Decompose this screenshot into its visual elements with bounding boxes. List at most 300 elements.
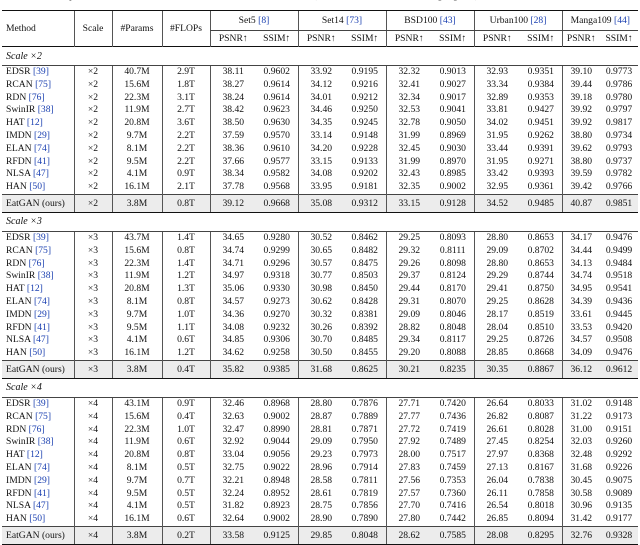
header-scale: Scale	[74, 11, 112, 47]
method-ref: [12]	[26, 117, 43, 129]
psnr-cell: 27.92	[386, 436, 432, 449]
psnr-cell: 27.97	[474, 449, 520, 462]
psnr-cell: 31.68	[562, 462, 600, 475]
ssim-cell: 0.9273	[263, 295, 290, 307]
flops-cell: 0.8T	[162, 449, 210, 462]
header-psnr: PSNR↑	[298, 31, 344, 47]
psnr-cell: 33.81	[474, 104, 520, 117]
flops-cell: 0.9T	[162, 397, 210, 410]
ssim-cell: 0.9030	[439, 142, 466, 154]
ssim-cell: 0.9508	[605, 334, 633, 346]
params-cell: 9.5M	[112, 322, 162, 335]
psnr-cell: 30.98	[298, 283, 344, 296]
scale-cell: ×3	[74, 347, 112, 360]
method-name	[2, 79, 74, 92]
psnr-cell: 29.37	[386, 270, 432, 283]
ours-row	[2, 360, 638, 378]
scale-cell: ×4	[74, 424, 112, 437]
ssim-cell: 0.9328	[600, 526, 638, 544]
ssim-cell: 0.8167	[527, 461, 554, 473]
psnr-cell: 35.06	[210, 283, 256, 296]
flops-cell: 0.5T	[162, 500, 210, 513]
ssim-cell: 0.9292	[605, 449, 633, 461]
psnr-cell: 28.04	[474, 322, 520, 335]
ssim-cell: 0.8968	[263, 397, 290, 409]
psnr-cell: 30.65	[298, 245, 344, 258]
psnr-cell: 33.53	[562, 322, 600, 335]
flops-cell: 1.4T	[162, 231, 210, 244]
psnr-cell: 32.89	[474, 92, 520, 105]
psnr-cell: 32.24	[210, 488, 256, 501]
psnr-cell: 38.80	[562, 156, 600, 169]
psnr-cell: 33.34	[474, 79, 520, 92]
ssim-cell: 0.7889	[351, 410, 378, 422]
psnr-cell: 29.34	[386, 334, 432, 347]
psnr-cell: 34.20	[298, 143, 344, 156]
scale-cell: ×4	[74, 488, 112, 501]
params-cell: 22.3M	[112, 258, 162, 271]
scale-cell: ×2	[74, 117, 112, 130]
psnr-cell: 30.45	[562, 475, 600, 488]
ssim-cell: 0.9050	[439, 117, 466, 129]
table-row	[2, 500, 638, 513]
ssim-cell: 0.8018	[527, 500, 554, 512]
header-ssim: SSIM↑	[263, 33, 291, 44]
method-name	[2, 347, 74, 360]
params-cell: 9.7M	[112, 130, 162, 143]
params-cell: 16.1M	[112, 181, 162, 194]
psnr-cell: 27.77	[386, 411, 432, 424]
method-ref: [74]	[33, 461, 50, 473]
psnr-cell: 29.20	[386, 347, 432, 360]
scale-cell: ×4	[74, 411, 112, 424]
psnr-cell: 32.95	[474, 181, 520, 194]
method-name	[2, 245, 74, 258]
params-cell: 20.8M	[112, 449, 162, 462]
method-name	[2, 424, 74, 437]
psnr-cell: 30.58	[562, 488, 600, 501]
psnr-cell: 38.34	[210, 168, 256, 181]
scale-cell: ×3	[74, 283, 112, 296]
psnr-cell: 28.80	[474, 231, 520, 244]
method-label: EDSR	[6, 231, 31, 243]
flops-cell: 0.5T	[162, 488, 210, 501]
psnr-cell: 34.35	[298, 117, 344, 130]
method-ref: [41]	[34, 321, 50, 333]
params-cell: 4.1M	[112, 500, 162, 513]
flops-cell: 3.1T	[162, 92, 210, 105]
psnr-cell: 29.85	[298, 526, 344, 544]
psnr-cell: 28.00	[386, 449, 432, 462]
psnr-cell: 28.62	[386, 526, 432, 544]
ssim-cell: 0.8726	[527, 334, 554, 346]
table-row	[2, 296, 638, 309]
method-name	[2, 231, 74, 244]
method-ref: [39]	[32, 397, 49, 409]
psnr-cell: 27.72	[386, 424, 432, 437]
ssim-cell: 0.8088	[439, 347, 466, 359]
ssim-cell: 0.9044	[263, 436, 290, 448]
method-name	[2, 194, 74, 212]
psnr-cell: 37.78	[210, 181, 256, 194]
method-name	[2, 270, 74, 283]
psnr-cell: 29.25	[474, 334, 520, 347]
psnr-cell: 29.32	[386, 245, 432, 258]
header-dataset-manga109: Manga109 [44]	[562, 11, 638, 31]
ssim-cell: 0.8124	[439, 270, 466, 282]
psnr-cell: 30.35	[474, 360, 520, 378]
psnr-cell: 28.58	[298, 475, 344, 488]
params-cell: 4.1M	[112, 168, 162, 181]
header-dataset-set14: Set14 [73]	[298, 11, 386, 31]
psnr-cell: 28.81	[298, 424, 344, 437]
params-cell: 22.3M	[112, 92, 162, 105]
table-row	[2, 79, 638, 92]
ssim-cell: 0.9195	[351, 66, 378, 77]
params-cell: 3.8M	[112, 526, 162, 544]
ssim-cell: 0.9177	[605, 513, 633, 525]
method-ref: [47]	[32, 500, 49, 512]
psnr-cell: 34.65	[210, 231, 256, 244]
psnr-cell: 31.82	[210, 500, 256, 513]
header-psnr: PSNR↑	[210, 31, 256, 47]
ssim-cell: 0.9385	[256, 360, 298, 378]
psnr-cell: 37.59	[210, 130, 256, 143]
psnr-cell: 29.09	[386, 309, 432, 322]
flops-cell: 2.2T	[162, 156, 210, 169]
ssim-cell: 0.9451	[527, 117, 554, 129]
scale-cell: ×2	[74, 92, 112, 105]
params-cell: 22.3M	[112, 424, 162, 437]
table-row	[2, 143, 638, 156]
params-cell: 8.1M	[112, 296, 162, 309]
psnr-cell: 32.46	[210, 397, 256, 410]
psnr-cell: 28.90	[298, 513, 344, 526]
method-ref: [76]	[28, 91, 45, 103]
method-ref: [74]	[33, 142, 50, 154]
method-label: ELAN	[6, 461, 32, 473]
method-ref: [41]	[34, 487, 50, 499]
ssim-cell: 0.9133	[351, 155, 378, 167]
psnr-cell: 27.70	[386, 500, 432, 513]
psnr-cell: 29.26	[386, 258, 432, 271]
scale-cell: ×3	[74, 296, 112, 309]
psnr-cell: 34.71	[210, 258, 256, 271]
ssim-cell: 0.7442	[439, 513, 466, 525]
ssim-cell: 0.9135	[605, 500, 633, 512]
psnr-cell: 34.01	[298, 92, 344, 105]
psnr-cell: 37.66	[210, 156, 256, 169]
ssim-cell: 0.9614	[263, 78, 290, 90]
header-psnr: PSNR↑	[386, 31, 432, 47]
ssim-cell: 0.8093	[439, 231, 466, 243]
header-ssim: SSIM↑	[351, 33, 379, 44]
table-row	[2, 181, 638, 194]
method-ref: [12]	[26, 449, 43, 461]
flops-cell: 3.6T	[162, 117, 210, 130]
psnr-cell: 28.61	[298, 488, 344, 501]
scale-cell: ×2	[74, 104, 112, 117]
flops-cell: 1.8T	[162, 79, 210, 92]
psnr-cell: 28.08	[474, 526, 520, 544]
method-ref: [38]	[37, 270, 54, 282]
table-row	[2, 513, 638, 526]
params-cell: 11.9M	[112, 270, 162, 283]
psnr-cell: 33.14	[298, 130, 344, 143]
params-cell: 9.5M	[112, 488, 162, 501]
psnr-cell: 26.61	[474, 424, 520, 437]
psnr-cell: 26.04	[474, 475, 520, 488]
scale-group-label: Scale ×3	[2, 212, 638, 231]
ssim-cell: 0.9296	[263, 257, 290, 269]
ssim-cell: 0.9623	[263, 104, 290, 116]
psnr-cell: 33.61	[562, 309, 600, 322]
psnr-cell: 38.36	[210, 143, 256, 156]
psnr-cell: 34.08	[210, 322, 256, 335]
method-name	[2, 181, 74, 194]
ssim-cell: 0.9570	[263, 129, 290, 141]
ssim-cell: 0.8046	[439, 308, 466, 320]
psnr-cell: 32.34	[386, 92, 432, 105]
flops-cell: 1.2T	[162, 347, 210, 360]
psnr-cell: 35.08	[298, 194, 344, 212]
flops-cell: 0.8T	[162, 194, 210, 212]
ssim-cell: 0.9002	[263, 513, 290, 525]
method-label: EDSR	[6, 397, 31, 409]
ssim-cell: 0.9612	[600, 360, 638, 378]
ssim-cell: 0.8485	[351, 334, 378, 346]
method-label: SwinIR	[6, 104, 36, 116]
ssim-cell: 0.9173	[605, 410, 633, 422]
method-label: NLSA	[6, 500, 31, 512]
psnr-cell: 36.12	[562, 360, 600, 378]
table-row	[2, 411, 638, 424]
psnr-cell: 26.64	[474, 397, 520, 410]
psnr-cell: 29.41	[474, 283, 520, 296]
params-cell: 15.6M	[112, 411, 162, 424]
ssim-cell: 0.7876	[351, 397, 378, 409]
flops-cell: 2.1T	[162, 181, 210, 194]
psnr-cell: 29.44	[386, 283, 432, 296]
flops-cell: 0.4T	[162, 411, 210, 424]
method-name	[2, 513, 74, 526]
ssim-cell: 0.7416	[439, 500, 466, 512]
psnr-cell: 34.95	[562, 283, 600, 296]
psnr-cell: 34.97	[210, 270, 256, 283]
ssim-cell: 0.9817	[605, 117, 633, 129]
ssim-cell: 0.8969	[439, 129, 466, 141]
ssim-cell: 0.8048	[439, 321, 466, 333]
ssim-cell: 0.9361	[527, 181, 554, 193]
psnr-cell: 31.22	[562, 411, 600, 424]
header-ssim: SSIM↑	[439, 33, 467, 44]
psnr-cell: 39.18	[562, 92, 600, 105]
psnr-cell: 32.63	[210, 411, 256, 424]
params-cell: 11.9M	[112, 104, 162, 117]
psnr-cell: 32.92	[210, 436, 256, 449]
method-label: HAT	[6, 117, 25, 129]
ssim-cell: 0.9216	[351, 78, 378, 90]
scale-cell: ×3	[74, 309, 112, 322]
ssim-cell: 0.9351	[527, 66, 554, 77]
header-params: #Params	[112, 11, 162, 47]
ssim-cell: 0.8503	[351, 270, 378, 282]
method-ref: [12]	[26, 283, 43, 295]
ssim-cell: 0.9226	[605, 461, 633, 473]
table-row	[2, 449, 638, 462]
scale-cell: ×2	[74, 168, 112, 181]
ssim-cell: 0.9734	[605, 129, 633, 141]
method-label: HAN	[6, 181, 27, 193]
ssim-cell: 0.8368	[527, 449, 554, 461]
method-name	[2, 397, 74, 410]
method-ref: [75]	[35, 410, 52, 422]
psnr-cell: 32.64	[210, 513, 256, 526]
ssim-cell: 0.9353	[527, 91, 554, 103]
psnr-cell: 30.57	[298, 258, 344, 271]
method-name	[2, 500, 74, 513]
scale-cell: ×4	[74, 436, 112, 449]
psnr-cell: 39.10	[562, 66, 600, 79]
method-label: HAT	[6, 449, 25, 461]
scale-cell: ×3	[74, 270, 112, 283]
ssim-cell: 0.9041	[439, 104, 466, 116]
flops-cell: 1.4T	[162, 258, 210, 271]
psnr-cell: 31.99	[386, 156, 432, 169]
ssim-cell: 0.9420	[605, 321, 633, 333]
ssim-cell: 0.9518	[605, 270, 633, 282]
ssim-cell: 0.8923	[263, 500, 290, 512]
ssim-cell: 0.8990	[263, 423, 290, 435]
ssim-cell: 0.9022	[263, 461, 290, 473]
psnr-cell: 28.17	[474, 309, 520, 322]
method-name	[2, 360, 74, 378]
params-cell: 8.1M	[112, 143, 162, 156]
ssim-cell: 0.8482	[351, 244, 378, 256]
psnr-cell: 31.00	[562, 424, 600, 437]
ssim-cell: 0.9851	[600, 194, 638, 212]
psnr-cell: 30.21	[386, 360, 432, 378]
ssim-cell: 0.9668	[256, 194, 298, 212]
method-label: EatGAN (ours)	[6, 363, 65, 375]
ssim-cell: 0.9270	[263, 308, 290, 320]
psnr-cell: 28.87	[298, 411, 344, 424]
scale-group-label: Scale ×2	[2, 47, 638, 66]
psnr-cell: 30.52	[298, 231, 344, 244]
psnr-cell: 32.48	[562, 449, 600, 462]
ssim-cell: 0.9271	[527, 155, 554, 167]
psnr-cell: 32.93	[474, 66, 520, 79]
ssim-cell: 0.9393	[527, 168, 554, 180]
psnr-cell: 28.75	[298, 500, 344, 513]
psnr-cell: 33.04	[210, 449, 256, 462]
ssim-cell: 0.8668	[527, 347, 554, 359]
scale-cell: ×3	[74, 360, 112, 378]
params-cell: 9.5M	[112, 156, 162, 169]
table-row	[2, 334, 638, 347]
method-label: IMDN	[6, 129, 32, 141]
ssim-cell: 0.9151	[605, 423, 633, 435]
ssim-cell: 0.8952	[263, 487, 290, 499]
psnr-cell: 39.62	[562, 143, 600, 156]
ssim-cell: 0.8235	[432, 360, 474, 378]
ssim-cell: 0.9228	[351, 142, 378, 154]
params-cell: 20.8M	[112, 283, 162, 296]
psnr-cell: 33.15	[298, 156, 344, 169]
psnr-cell: 27.83	[386, 462, 432, 475]
scale-group-header	[2, 47, 638, 66]
psnr-cell: 26.82	[474, 411, 520, 424]
psnr-cell: 30.77	[298, 270, 344, 283]
ssim-cell: 0.9384	[527, 78, 554, 90]
method-ref: [29]	[34, 308, 50, 320]
ssim-cell: 0.9485	[520, 194, 562, 212]
flops-cell: 0.6T	[162, 513, 210, 526]
psnr-cell: 29.25	[386, 231, 432, 244]
psnr-cell: 30.32	[298, 309, 344, 322]
psnr-cell: 32.76	[562, 526, 600, 544]
psnr-cell: 28.82	[386, 322, 432, 335]
psnr-cell: 27.13	[474, 462, 520, 475]
ssim-cell: 0.9630	[263, 117, 290, 129]
scale-cell: ×3	[74, 258, 112, 271]
psnr-cell: 30.50	[298, 347, 344, 360]
method-label: RFDN	[6, 487, 32, 499]
psnr-cell: 27.71	[386, 397, 432, 410]
psnr-cell: 32.03	[562, 436, 600, 449]
method-label: ELAN	[6, 142, 32, 154]
scale-cell: ×4	[74, 513, 112, 526]
method-ref: [47]	[32, 334, 49, 346]
params-cell: 9.7M	[112, 475, 162, 488]
method-label: RDN	[6, 257, 27, 269]
ssim-cell: 0.8392	[351, 321, 378, 333]
ssim-cell: 0.8450	[351, 283, 378, 295]
ssim-cell: 0.9125	[256, 526, 298, 544]
psnr-cell: 31.02	[562, 397, 600, 410]
method-name	[2, 436, 74, 449]
ssim-cell: 0.8295	[520, 526, 562, 544]
ssim-cell: 0.8653	[527, 257, 554, 269]
psnr-cell: 34.57	[562, 334, 600, 347]
scale-cell: ×3	[74, 245, 112, 258]
params-cell: 40.7M	[112, 66, 162, 79]
params-cell: 16.1M	[112, 347, 162, 360]
ssim-cell: 0.9773	[605, 66, 633, 77]
ssim-cell: 0.9436	[605, 295, 633, 307]
ssim-cell: 0.8381	[351, 308, 378, 320]
psnr-cell: 32.45	[386, 143, 432, 156]
ssim-cell: 0.8462	[351, 231, 378, 243]
results-table	[2, 10, 638, 545]
method-label: NLSA	[6, 334, 31, 346]
method-label: NLSA	[6, 168, 31, 180]
psnr-cell: 32.47	[210, 424, 256, 437]
flops-cell: 0.5T	[162, 462, 210, 475]
psnr-cell: 34.08	[298, 168, 344, 181]
header-dataset-urban100: Urban100 [28]	[474, 11, 562, 31]
psnr-cell: 27.80	[386, 513, 432, 526]
table-row	[2, 424, 638, 437]
method-ref: [76]	[28, 423, 45, 435]
table-body	[2, 47, 638, 545]
ssim-cell: 0.8948	[263, 474, 290, 486]
flops-cell: 0.2T	[162, 526, 210, 544]
method-ref: [75]	[35, 78, 52, 90]
psnr-cell: 28.85	[474, 347, 520, 360]
method-label: IMDN	[6, 474, 32, 486]
ssim-cell: 0.7420	[439, 397, 466, 409]
